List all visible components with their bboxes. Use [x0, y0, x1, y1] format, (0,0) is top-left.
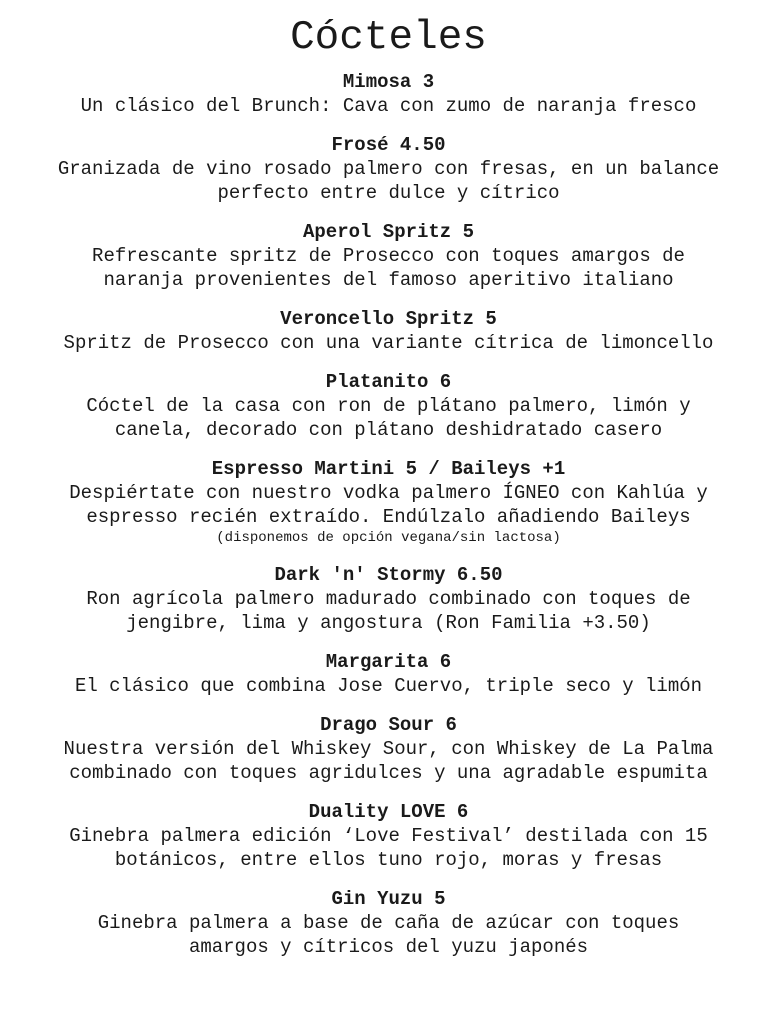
menu-item-gin-yuzu [0, 887, 777, 959]
menu-item-duality-love [0, 800, 777, 872]
item-description: El clásico que combina Jose Cuervo, triple seco y limón [74, 675, 703, 697]
menu-item-espresso-martini [0, 457, 777, 548]
menu-item-frose [0, 133, 777, 205]
menu-item-dark-n-stormy [0, 563, 777, 635]
item-description: amargos y cítricos del yuzu japonés [188, 936, 589, 958]
item-name: Drago Sour 6 [320, 714, 457, 736]
item-name: Dark 'n' Stormy 6.50 [274, 564, 503, 586]
item-description: Cóctel de la casa con ron de plátano palmero, limón y [86, 395, 691, 417]
item-description: Ron agrícola palmero madurado combinado con toques de [86, 588, 691, 610]
item-name: Platanito 6 [325, 371, 452, 393]
item-description: Un clásico del Brunch: Cava con zumo de naranja fresco [80, 95, 697, 117]
menu-item-veroncello-spritz [0, 307, 777, 355]
item-name: Espresso Martini 5 / Baileys +1 [211, 458, 566, 480]
item-description: Spritz de Prosecco con una variante cítrica de limoncello [63, 332, 714, 354]
item-description: botánicos, entre ellos tuno rojo, moras y fresas [114, 849, 663, 871]
item-name: Mimosa 3 [342, 71, 435, 93]
item-description: combinado con toques agridulces y una agradable espumita [69, 762, 708, 784]
item-name: Veroncello Spritz 5 [280, 308, 497, 330]
item-name: Aperol Spritz 5 [302, 221, 475, 243]
item-description: perfecto entre dulce y cítrico [217, 182, 560, 204]
item-description: jengibre, lima y angostura (Ron Familia +3.50) [126, 612, 651, 634]
item-note: (disponemos de opción vegana/sin lactosa) [216, 530, 561, 546]
item-description: canela, decorado con plátano deshidratado casero [114, 419, 663, 441]
item-description: Nuestra versión del Whiskey Sour, con Whiskey de La Palma [63, 738, 714, 760]
item-name: Frosé 4.50 [331, 134, 446, 156]
item-description: Refrescante spritz de Prosecco con toques amargos de [92, 245, 685, 267]
menu-item-aperol-spritz [0, 220, 777, 292]
item-description: Granizada de vino rosado palmero con fresas, en un balance [57, 158, 720, 180]
item-description: espresso recién extraído. Endúlzalo añadiendo Baileys [86, 506, 691, 528]
item-name: Margarita 6 [325, 651, 452, 673]
menu-item-platanito [0, 370, 777, 442]
menu-item-margarita [0, 650, 777, 698]
menu-item-mimosa [0, 70, 777, 118]
item-description: Despiértate con nuestro vodka palmero ÍGNEO con Kahlúa y [69, 482, 708, 504]
cocktail-list [0, 70, 777, 959]
page-title: Cócteles [290, 15, 487, 61]
item-description: naranja provenientes del famoso aperitivo italiano [103, 269, 674, 291]
menu-item-drago-sour [0, 713, 777, 785]
item-name: Gin Yuzu 5 [331, 888, 446, 910]
item-name: Duality LOVE 6 [308, 801, 469, 823]
item-description: Ginebra palmera a base de caña de azúcar con toques [97, 912, 680, 934]
item-description: Ginebra palmera edición ‘Love Festival’ destilada con 15 [69, 825, 708, 847]
